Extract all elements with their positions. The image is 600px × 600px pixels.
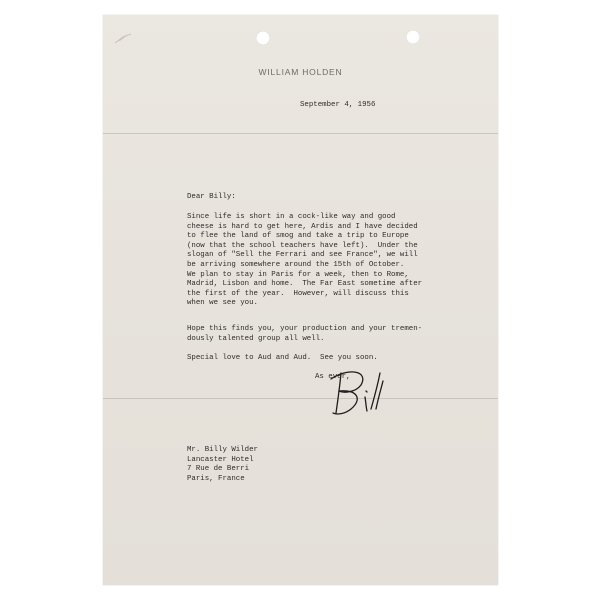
salutation: Dear Billy: <box>187 193 236 201</box>
body-paragraph-1: Since life is short in a cock-like way and good cheese is hard to get here, Ardis and I have decided to flee the land of smog and take a trip to Europe (now that the school teachers have left). Under the slogan of "Sell the Ferrari and see France", we will be arriving somewhere around the 15th of October. We plan to stay in Paris for a week, then to Rome, Madrid, Lisbon and home. The Far East sometime after the first of the year. However, will discuss this when we see you. <box>187 213 423 308</box>
fold-line-lower <box>103 398 498 399</box>
punch-hole-left <box>256 31 270 45</box>
closing: As ever, <box>315 373 351 381</box>
recipient-address: Mr. Billy Wilder Lancaster Hotel 7 Rue de Berri Paris, France <box>187 446 258 483</box>
fold-line-upper <box>103 133 498 134</box>
paper-mark <box>113 31 137 45</box>
body-paragraph-3: Special love to Aud and Aud. See you soon. <box>187 354 378 362</box>
letter-date: September 4, 1956 <box>300 101 376 109</box>
letterhead: WILLIAM HOLDEN <box>258 67 343 77</box>
letter-sheet <box>103 15 498 585</box>
punch-hole-right <box>406 30 420 44</box>
handwritten-signature <box>325 365 387 421</box>
body-paragraph-2: Hope this finds you, your production and your tremen- dously talented group all well. <box>187 325 423 343</box>
